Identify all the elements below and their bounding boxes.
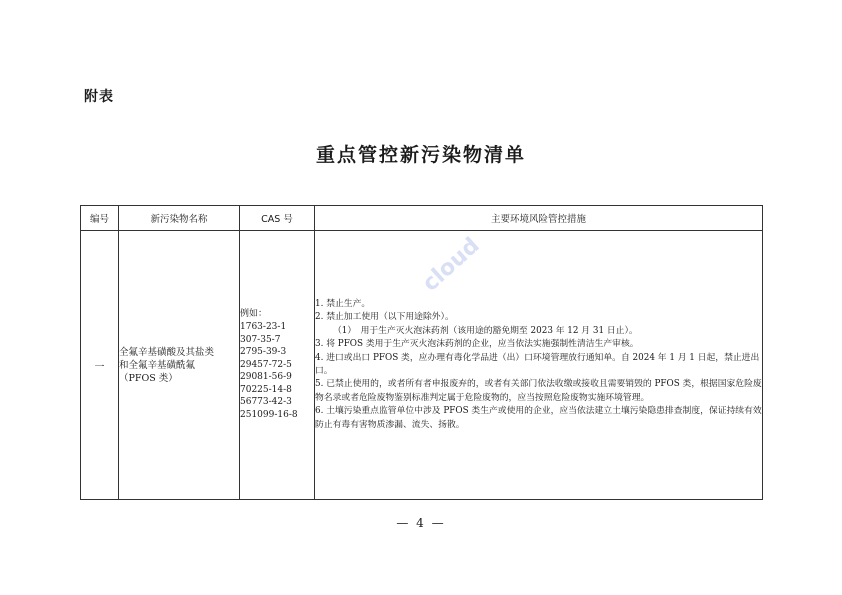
pollutant-name-line: （PFOS 类）	[119, 372, 178, 384]
cas-line: 1763-23-1	[240, 321, 287, 332]
measure-item: 5. 已禁止使用的，或者所有者申报废弃的，或者有关部门依法收缴或接收且需要销毁的 PFOS 类，根据国家危险废物名录或者危险废物鉴别标准判定属于危险废物的，应当按照危险废物实施环境管理。	[315, 379, 762, 403]
attachment-label: 附表	[84, 89, 114, 105]
pollutant-name-line: 和全氟辛基磺酰氟	[119, 359, 196, 371]
pollutant-name-cell	[119, 231, 240, 500]
cas-line: 307-35-7	[240, 334, 281, 345]
column-header-number: 编号	[81, 206, 119, 231]
table-row	[81, 231, 763, 500]
column-header-measures: 主要环境风险管控措施	[315, 206, 763, 231]
measure-item: 1. 禁止生产。	[315, 298, 371, 309]
row-number: 一	[81, 231, 119, 500]
page-number: — 4 —	[396, 516, 446, 530]
watermark: cloud	[418, 233, 485, 297]
measure-item: 6. 土壤污染重点监管单位中涉及 PFOS 类生产或使用的企业，应当依法建立土壤污染隐患排查制度，保证持续有效防止有毒有害物质渗漏、流失、扬散。	[315, 406, 762, 430]
column-header-name: 新污染物名称	[119, 206, 240, 231]
measure-item: 4. 进口或出口 PFOS 类，应办理有毒化学品进（出）口环境管理放行通知单。自 2024 年 1 月 1 日起，禁止进出口。	[315, 352, 760, 376]
cas-line: 29081-56-9	[240, 372, 292, 383]
measure-subitem: （1） 用于生产灭火泡沫药剂（该用途的豁免期至 2023 年 12 月 31 日止）。	[333, 325, 638, 336]
pollutant-table	[80, 205, 763, 500]
cas-line: 29457-72-5	[240, 359, 292, 370]
cas-line: 70225-14-8	[240, 384, 292, 395]
measure-item: 2. 禁止加工使用（以下用途除外）。	[315, 312, 454, 323]
cas-line: 2795-39-3	[240, 347, 287, 358]
cas-line: 251099-16-8	[240, 410, 298, 421]
measure-item: 3. 将 PFOS 类用于生产灭火泡沫药剂的企业，应当依法实施强制性清洁生产审核。	[315, 339, 639, 350]
control-measures-cell	[315, 231, 763, 500]
cas-line: 56773-42-3	[240, 397, 292, 408]
column-header-cas: CAS 号	[240, 206, 315, 231]
cas-line: 例如：	[240, 309, 268, 320]
pollutant-name-line: 全氟辛基磺酸及其盐类	[119, 346, 215, 358]
cas-number-cell	[240, 231, 315, 500]
table-header-row	[81, 206, 763, 231]
document-title: 重点管控新污染物清单	[315, 144, 526, 166]
